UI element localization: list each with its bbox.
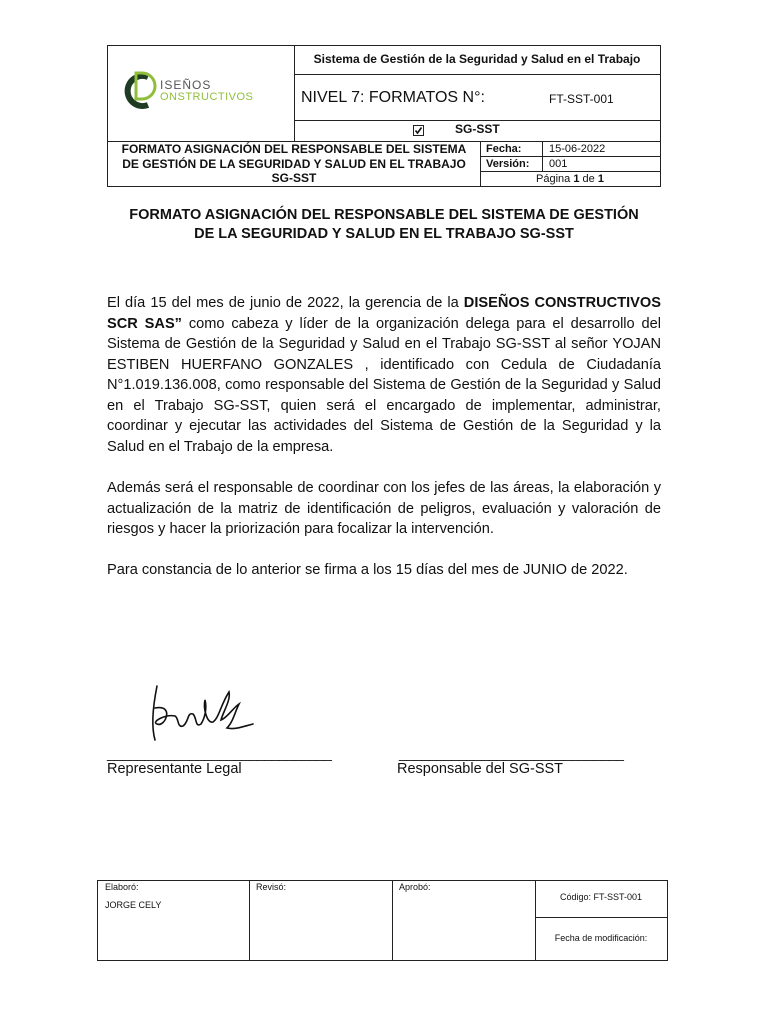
fecha-value: 15-06-2022	[549, 143, 606, 155]
company-logo	[122, 66, 282, 114]
paragraph-3: Para constancia de lo anterior se firma a los 15 días del mes de JUNIO de 2022.	[107, 562, 628, 578]
company-name: DISEÑOS CONSTRUCTIVOS SCR SAS”	[107, 295, 661, 332]
page-indicator	[480, 173, 660, 185]
page-current: 1	[573, 173, 580, 185]
checkmark-icon	[414, 126, 423, 135]
aprobo-label: Aprobó:	[399, 882, 431, 892]
form-title: FORMATO ASIGNACIÓN DEL RESPONSABLE DEL SISTEMA DE GESTIÓN DE LA SEGURIDAD Y SALUD EN EL TRABAJO SG-SST	[121, 142, 467, 185]
page-of: de	[582, 173, 595, 185]
signature-image	[135, 678, 265, 748]
logo-text-line2: ONSTRUCTIVOS	[160, 91, 254, 103]
paragraph-1-rest: como cabeza y líder de la organización delega para el desarrollo del Sistema de Gestión de la Seguridad y Salud en el Trabajo SG-SST al señor YOJAN ESTIBEN HUERFANO GONZALES , identificado con Cedula de Ciudadanía N°1.019.136.008, como responsable del Sistema de Gestión de la Seguridad y Salud en el Trabajo SG-SST, quien será el encargado de implementar, administrar, coordinar y ejecutar las actividades del Sistema de Gestión de la Seguridad y la Salud en el Trabajo de la empresa.	[107, 315, 662, 455]
codigo: Código: FT-SST-001	[559, 892, 643, 902]
logo-mark-icon	[122, 68, 162, 112]
signature-line-left: ______________________________	[107, 745, 332, 761]
format-code: FT-SST-001	[549, 92, 614, 106]
system-title: Sistema de Gestión de la Seguridad y Salud en el Trabajo	[313, 52, 641, 66]
header-table	[107, 45, 661, 187]
reviso-label: Revisó:	[256, 882, 287, 892]
page-total: 1	[597, 173, 604, 185]
paragraph-1	[107, 293, 661, 457]
document-title-line1: FORMATO ASIGNACIÓN DEL RESPONSABLE DEL SISTEMA DE GESTIÓN	[129, 207, 639, 223]
version-label: Versión:	[486, 158, 530, 170]
fecha-label: Fecha:	[486, 143, 522, 155]
page-prefix: Página	[536, 173, 571, 185]
document-title	[107, 206, 661, 244]
signature-label-right: Responsable del SG-SST	[397, 761, 564, 777]
elaboro-name: JORGE CELY	[105, 900, 162, 910]
paragraph-1-intro: El día 15 del mes de junio de 2022, la gerencia de la	[107, 295, 459, 311]
signature-label-left: Representante Legal	[107, 761, 242, 777]
fecha-modificacion: Fecha de modificación:	[554, 933, 648, 943]
level-label: NIVEL 7: FORMATOS N°:	[301, 89, 485, 106]
sg-sst-checkbox[interactable]	[413, 125, 424, 136]
logo-text-line1: ISEÑOS	[160, 78, 212, 92]
document-title-line2: DE LA SEGURIDAD Y SALUD EN EL TRABAJO SG-SST	[194, 226, 574, 242]
paragraph-2: Además será el responsable de coordinar con los jefes de las áreas, la elaboración y actualización de la matriz de identificación de peligros, evaluación y valoración de riesgos y hacer la priorización para focalizar la intervención.	[107, 480, 661, 537]
footer-table	[97, 880, 668, 961]
checkbox-label: SG-SST	[455, 122, 500, 136]
version-value: 001	[549, 158, 568, 170]
signature-line-right: ______________________________	[399, 745, 624, 761]
elaboro-label: Elaboró:	[105, 882, 139, 892]
